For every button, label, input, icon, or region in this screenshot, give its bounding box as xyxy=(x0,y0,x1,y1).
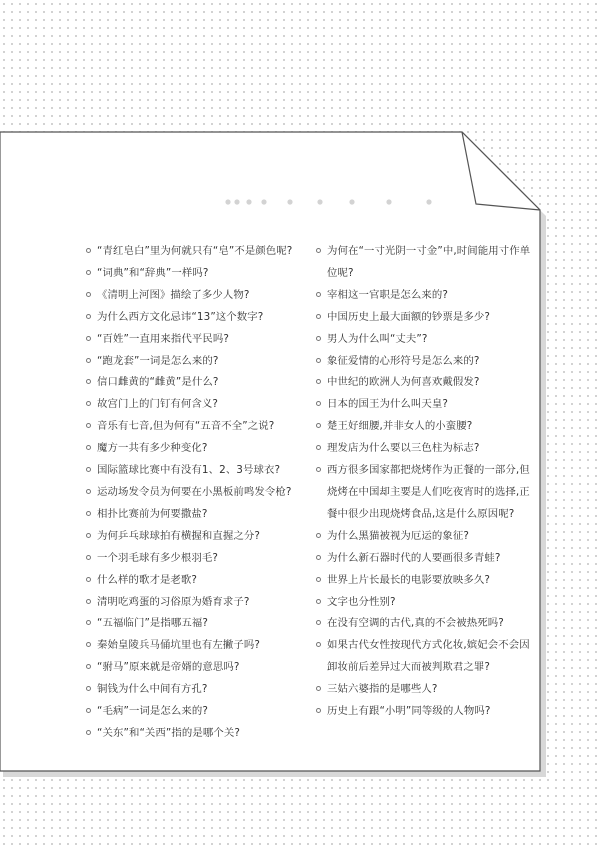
question-item xyxy=(86,526,308,548)
circle-bullet-icon xyxy=(316,423,321,428)
circle-bullet-icon xyxy=(316,314,321,319)
question-item xyxy=(86,285,308,307)
question-text: 为什么新石器时代的人要画很多青蛙? xyxy=(327,551,501,564)
question-item xyxy=(316,635,534,679)
circle-bullet-icon xyxy=(86,730,91,735)
question-item xyxy=(86,241,308,263)
question-text: 三姑六婆指的是哪些人? xyxy=(327,683,438,696)
circle-bullet-icon xyxy=(86,314,91,319)
circle-bullet-icon xyxy=(86,248,91,253)
question-item xyxy=(316,548,534,570)
question-item xyxy=(316,307,534,329)
question-text: 如果古代女性按现代方式化妆,嫔妃会不会因卸妆前后差异过大而被判欺君之罪? xyxy=(327,639,530,674)
question-item xyxy=(316,329,534,351)
question-text: 运动场发令员为何要在小黑板前鸣发令枪? xyxy=(97,485,292,498)
circle-bullet-icon xyxy=(86,445,91,450)
question-text: 文字也分性别? xyxy=(327,595,396,608)
circle-bullet-icon xyxy=(316,708,321,713)
circle-bullet-icon xyxy=(86,664,91,669)
question-item xyxy=(316,526,534,548)
circle-bullet-icon xyxy=(316,555,321,560)
question-text: “关东”和“关西”指的是哪个关? xyxy=(97,726,240,739)
question-text: 中国历史上最大面额的钞票是多少? xyxy=(327,310,490,323)
question-item xyxy=(86,372,308,394)
question-text: 世界上片长最长的电影要放映多久? xyxy=(327,573,490,586)
question-item xyxy=(86,635,308,657)
question-item xyxy=(86,394,308,416)
circle-bullet-icon xyxy=(316,292,321,297)
question-item xyxy=(86,351,308,373)
circle-bullet-icon xyxy=(86,292,91,297)
question-item xyxy=(86,723,308,745)
question-text: 中世纪的欧洲人为何喜欢戴假发? xyxy=(327,376,480,389)
question-text: 为什么黑猫被视为厄运的象征? xyxy=(327,529,469,542)
question-item xyxy=(86,438,308,460)
circle-bullet-icon xyxy=(316,642,321,647)
question-item xyxy=(86,307,308,329)
question-text: 音乐有七音,但为何有“五音不全”之说? xyxy=(97,420,275,433)
question-text: 一个羽毛球有多少根羽毛? xyxy=(97,551,219,564)
circle-bullet-icon xyxy=(86,489,91,494)
circle-bullet-icon xyxy=(316,358,321,363)
question-item xyxy=(86,460,308,482)
question-item xyxy=(316,285,534,307)
question-text: 什么样的歌才是老歌? xyxy=(97,573,198,586)
question-item xyxy=(86,613,308,635)
question-text: 国际篮球比赛中有没有1、2、3号球衣? xyxy=(97,464,281,477)
question-item xyxy=(86,263,308,285)
question-item xyxy=(86,548,308,570)
question-item xyxy=(86,329,308,351)
question-text: 相扑比赛前为何要撒盐? xyxy=(97,507,208,520)
circle-bullet-icon xyxy=(316,686,321,691)
question-text: 清明吃鸡蛋的习俗原为婚育求子? xyxy=(97,595,250,608)
question-text: 《清明上河图》描绘了多少人物? xyxy=(97,288,250,301)
question-text: 历史上有跟“小明”同等级的人物吗? xyxy=(327,705,491,718)
question-item xyxy=(86,416,308,438)
circle-bullet-icon xyxy=(86,270,91,275)
circle-bullet-icon xyxy=(86,467,91,472)
question-list-left xyxy=(86,241,308,745)
circle-bullet-icon xyxy=(86,642,91,647)
question-text: 楚王好细腰,并非女人的小蛮腰? xyxy=(327,420,473,433)
question-text: 铜钱为什么中间有方孔? xyxy=(97,683,208,696)
question-item xyxy=(316,592,534,614)
circle-bullet-icon xyxy=(86,511,91,516)
circle-bullet-icon xyxy=(316,379,321,384)
circle-bullet-icon xyxy=(86,599,91,604)
circle-bullet-icon xyxy=(316,533,321,538)
question-text: “毛病”一词是怎么来的? xyxy=(97,705,208,718)
question-item xyxy=(316,613,534,635)
question-text: 为何乒乓球球拍有横握和直握之分? xyxy=(97,529,260,542)
circle-bullet-icon xyxy=(86,358,91,363)
question-item xyxy=(86,679,308,701)
question-item xyxy=(86,592,308,614)
question-item xyxy=(316,241,534,285)
question-text: 理发店为什么要以三色柱为标志? xyxy=(327,442,480,455)
question-text: 西方很多国家都把烧烤作为正餐的一部分,但烧烤在中国却主要是人们吃夜宵时的选择,正餐中很少出现烧烤食品,这是什么原因呢? xyxy=(327,464,530,520)
circle-bullet-icon xyxy=(316,467,321,472)
circle-bullet-icon xyxy=(86,555,91,560)
question-item xyxy=(316,460,534,526)
circle-bullet-icon xyxy=(316,336,321,341)
question-text: 秦始皇陵兵马俑坑里也有左撇子吗? xyxy=(97,639,260,652)
question-item xyxy=(316,351,534,373)
question-text: “词典”和“辞典”一样吗? xyxy=(97,266,209,279)
circle-bullet-icon xyxy=(86,686,91,691)
circle-bullet-icon xyxy=(86,379,91,384)
question-item xyxy=(316,570,534,592)
question-text: 在没有空调的古代,真的不会被热死吗? xyxy=(327,617,504,630)
question-text: 魔方一共有多少种变化? xyxy=(97,442,208,455)
question-text: 为什么西方文化忌讳“13”这个数字? xyxy=(97,310,264,323)
circle-bullet-icon xyxy=(86,708,91,713)
question-list-right xyxy=(316,241,534,723)
circle-bullet-icon xyxy=(316,248,321,253)
question-item xyxy=(316,394,534,416)
circle-bullet-icon xyxy=(316,599,321,604)
question-item xyxy=(316,372,534,394)
circle-bullet-icon xyxy=(86,336,91,341)
question-item xyxy=(86,482,308,504)
question-text: 宰相这一官职是怎么来的? xyxy=(327,288,449,301)
circle-bullet-icon xyxy=(316,445,321,450)
question-item xyxy=(316,438,534,460)
question-text: “五福临门”是指哪五福? xyxy=(97,617,208,630)
circle-bullet-icon xyxy=(86,577,91,582)
question-text: 日本的国王为什么叫天皇? xyxy=(327,398,449,411)
question-item xyxy=(316,701,534,723)
question-item xyxy=(86,504,308,526)
question-text: 男人为什么叫“丈夫”? xyxy=(327,332,428,345)
question-item xyxy=(316,679,534,701)
question-text: 故宫门上的门钉有何含义? xyxy=(97,398,219,411)
question-text: 信口雌黄的“雌黄”是什么? xyxy=(97,376,219,389)
circle-bullet-icon xyxy=(86,533,91,538)
question-text: “青红皂白”里为何就只有“皂”不是颜色呢? xyxy=(97,245,293,257)
circle-bullet-icon xyxy=(86,401,91,406)
question-text: “驸马”原来就是帝婿的意思吗? xyxy=(97,661,240,674)
question-text: “跑龙套”一词是怎么来的? xyxy=(97,354,219,367)
question-item xyxy=(86,570,308,592)
question-item xyxy=(86,701,308,723)
question-text: 为何在“一寸光阴一寸金”中,时间能用寸作单位呢? xyxy=(327,245,531,279)
question-text: 象征爱情的心形符号是怎么来的? xyxy=(327,354,480,367)
question-text: “百姓”一直用来指代平民吗? xyxy=(97,332,229,345)
circle-bullet-icon xyxy=(316,577,321,582)
circle-bullet-icon xyxy=(86,620,91,625)
circle-bullet-icon xyxy=(86,423,91,428)
circle-bullet-icon xyxy=(316,401,321,406)
question-item xyxy=(86,657,308,679)
dot-divider xyxy=(0,196,600,208)
question-item xyxy=(316,416,534,438)
circle-bullet-icon xyxy=(316,620,321,625)
